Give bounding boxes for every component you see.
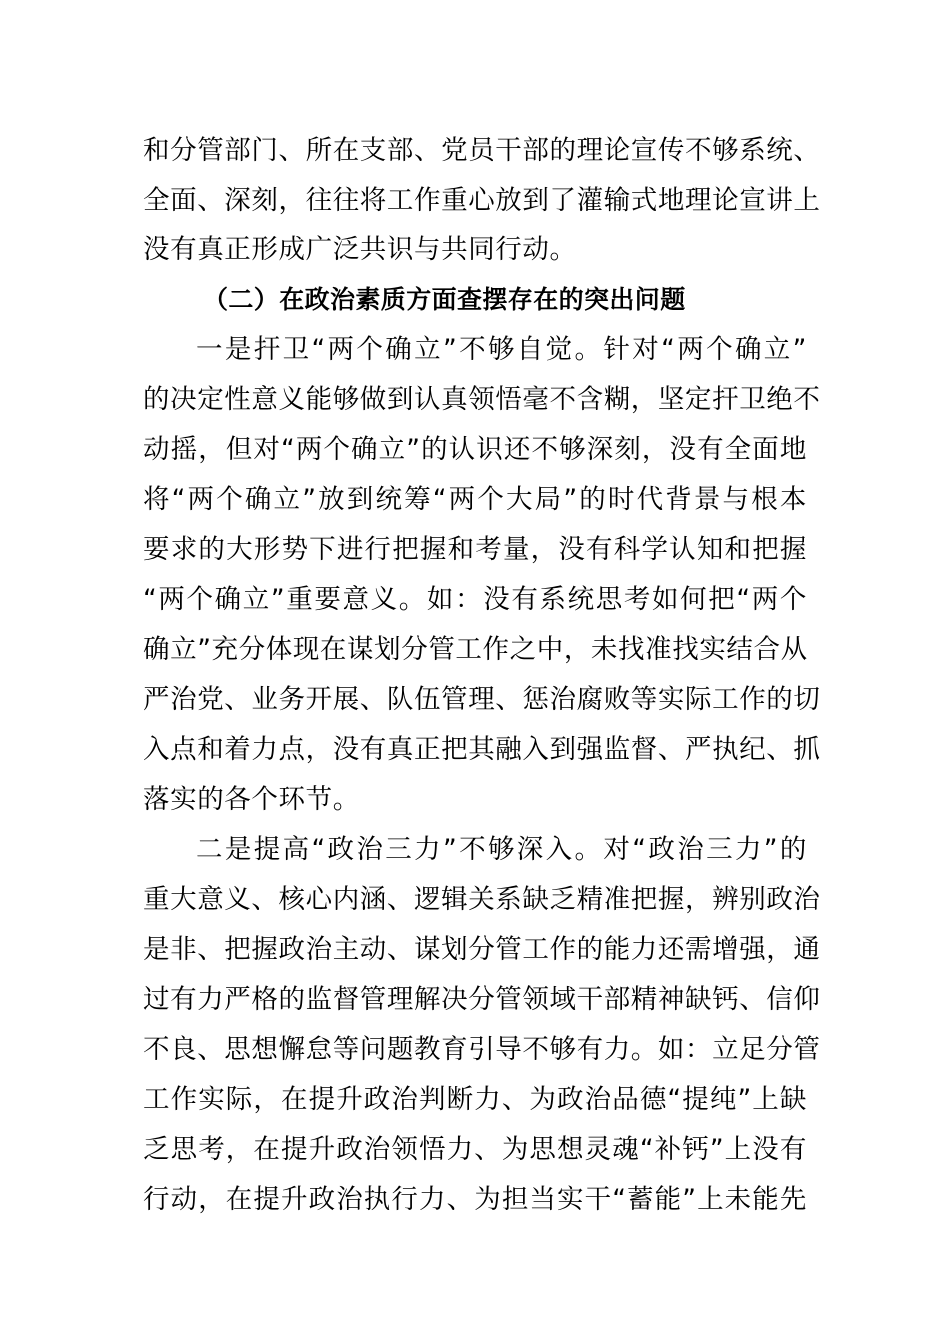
paragraph-line: 和分管部门、所在支部、党员干部的理论宣传不够系统、 [143, 135, 821, 166]
section-heading: （二）在政治素质方面查摆存在的突出问题 [203, 285, 686, 314]
paragraph-line: 没有真正形成广泛共识与共同行动。 [143, 234, 577, 265]
paragraph-line: 工作实际，在提升政治判断力、为政治品德“提纯”上缺 [143, 1084, 807, 1115]
paragraph-line: 的决定性意义能够做到认真领悟毫不含糊，坚定扞卫绝不 [143, 384, 821, 415]
paragraph-line: 动摇，但对“两个确立”的认识还不够深刻，没有全面地 [143, 434, 807, 465]
paragraph-line: 是非、把握政治主动、谋划分管工作的能力还需增强，通 [143, 934, 821, 965]
paragraph-line: 二是提高“政治三力”不够深入。对“政治三力”的 [196, 834, 807, 865]
paragraph-line: 入点和着力点，没有真正把其融入到强监督、严执纪、抓 [143, 734, 821, 765]
paragraph-line: 行动，在提升政治执行力、为担当实干“蓄能”上未能先 [143, 1184, 807, 1215]
paragraph-line: 过有力严格的监督管理解决分管领域干部精神缺钙、信仰 [143, 984, 821, 1015]
paragraph-line: 不良、思想懈怠等问题教育引导不够有力。如：立足分管 [143, 1034, 821, 1065]
paragraph-line: 全面、深刻，往往将工作重心放到了灌输式地理论宣讲上 [143, 185, 821, 216]
paragraph-line: 将“两个确立”放到统筹“两个大局”的时代背景与根本 [143, 484, 807, 515]
paragraph-line: 落实的各个环节。 [143, 784, 360, 815]
paragraph-line: 一是扞卫“两个确立”不够自觉。针对“两个确立” [196, 334, 807, 365]
paragraph-line: 确立”充分体现在谋划分管工作之中，未找准找实结合从 [143, 634, 808, 665]
paragraph-line: 严治党、业务开展、队伍管理、惩治腐败等实际工作的切 [143, 684, 821, 715]
paragraph-line: “两个确立”重要意义。如：没有系统思考如何把“两个 [143, 584, 807, 615]
paragraph-line: 要求的大形势下进行把握和考量，没有科学认知和把握 [143, 534, 807, 565]
paragraph-line: 重大意义、核心内涵、逻辑关系缺乏精准把握，辨别政治 [143, 884, 821, 915]
paragraph-line: 乏思考，在提升政治领悟力、为思想灵魂“补钙”上没有 [143, 1134, 807, 1165]
